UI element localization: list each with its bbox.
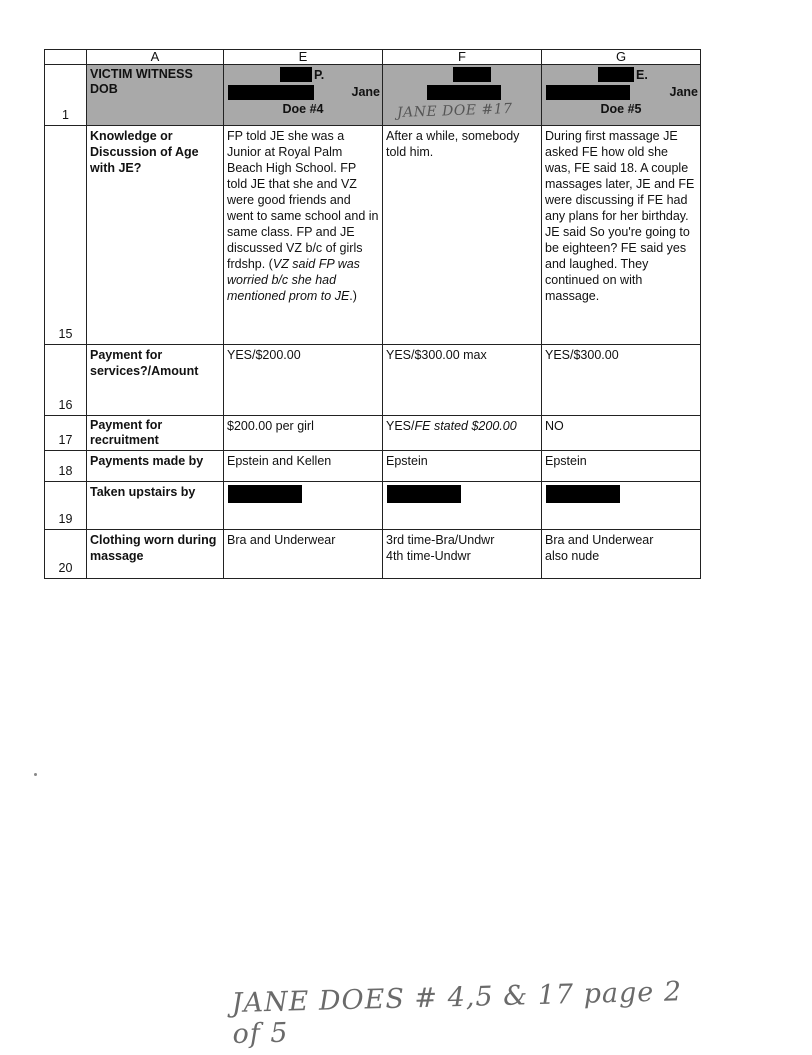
header-cell-e [224, 65, 383, 126]
row-number: 17 [45, 416, 87, 451]
cell-text-italic: VZ said FP was worried b/c she had mentioned prom to JE [227, 257, 360, 303]
cell-g: Epstein [542, 451, 701, 482]
redaction-block [598, 67, 634, 82]
header-doe-e: Doe #4 [282, 102, 324, 116]
table-row [45, 126, 701, 345]
column-header-g: G [542, 50, 701, 65]
redaction-block [453, 67, 491, 82]
redaction-block [546, 85, 630, 100]
header-initial-g: E. [636, 68, 648, 82]
row-number: 18 [45, 451, 87, 482]
table-row [45, 482, 701, 530]
cell-e: Bra and Underwear [224, 530, 383, 579]
cell-line: 3rd time-Bra/Undwr [386, 533, 495, 547]
row-number: 16 [45, 345, 87, 416]
row-label: Taken upstairs by [87, 482, 224, 530]
row-label: Clothing worn during massage [87, 530, 224, 579]
header-doe-g: Doe #5 [600, 102, 642, 116]
cell-e: YES/$200.00 [224, 345, 383, 416]
header-initial-e: P. [314, 68, 325, 82]
redaction-block [228, 485, 302, 503]
cell-f [383, 482, 542, 530]
row-label: Knowledge or Discussion of Age with JE? [87, 126, 224, 345]
cell-f [383, 416, 542, 451]
column-header-row [45, 50, 701, 65]
cell-line: 4th time-Undwr [386, 549, 471, 563]
cell-line: also nude [545, 549, 600, 563]
cell-text: YES/ [386, 419, 415, 433]
cell-text: .) [349, 289, 357, 303]
cell-line: Bra and Underwear [545, 533, 654, 547]
handwritten-page-note: JANE DOES # 4,5 & 17 page 2 of 5 [231, 976, 683, 1051]
handwritten-label: JANE DOE #17 [396, 100, 513, 122]
row-label: Payment for recruitment [87, 416, 224, 451]
row-label: Payment for services?/Amount [87, 345, 224, 416]
header-jane-e: Jane [351, 85, 380, 99]
row-number: 20 [45, 530, 87, 579]
cell-f: After a while, somebody told him. [383, 126, 542, 345]
cell-e [224, 482, 383, 530]
row-number: 1 [45, 65, 87, 126]
cell-g: NO [542, 416, 701, 451]
row-number: 19 [45, 482, 87, 530]
cell-e: Epstein and Kellen [224, 451, 383, 482]
cell-e [224, 126, 383, 345]
row-number: 15 [45, 126, 87, 345]
cell-e: $200.00 per girl [224, 416, 383, 451]
redaction-block [280, 67, 312, 82]
column-header-f: F [383, 50, 542, 65]
spreadsheet-table [44, 49, 701, 579]
column-header-e: E [224, 50, 383, 65]
scan-speck [34, 773, 37, 776]
cell-g [542, 482, 701, 530]
table-row [45, 416, 701, 451]
redaction-block [546, 485, 620, 503]
cell-g [542, 530, 701, 579]
cell-text-italic: FE stated $200.00 [414, 419, 517, 433]
redaction-block [387, 485, 461, 503]
header-cell-f [383, 65, 542, 126]
cell-g: YES/$300.00 [542, 345, 701, 416]
table-row [45, 451, 701, 482]
header-jane-g: Jane [669, 85, 698, 99]
victim-witness-label: VICTIM WITNESS DOB [87, 65, 224, 126]
cell-text: FP told JE she was a Junior at Royal Palm Beach High School. FP told JE that she and VZ were good friends and went to same school and in same class. FP and JE discussed VZ b/c of girls frdshp. ( [227, 129, 379, 271]
victim-header-row [45, 65, 701, 126]
header-cell-g [542, 65, 701, 126]
cell-f: YES/$300.00 max [383, 345, 542, 416]
cell-f: Epstein [383, 451, 542, 482]
redaction-block [427, 85, 501, 100]
table-row [45, 345, 701, 416]
redaction-block [228, 85, 314, 100]
corner-cell [45, 50, 87, 65]
cell-f [383, 530, 542, 579]
row-label: Payments made by [87, 451, 224, 482]
column-header-a: A [87, 50, 224, 65]
cell-g: During first massage JE asked FE how old she was, FE said 18. A couple massages later, JE and FE were discussing if FE had any plans for her birthday. JE said So you're going to be eighteen? FE said yes and laughed. They continued on with massage. [542, 126, 701, 345]
table-row [45, 530, 701, 579]
